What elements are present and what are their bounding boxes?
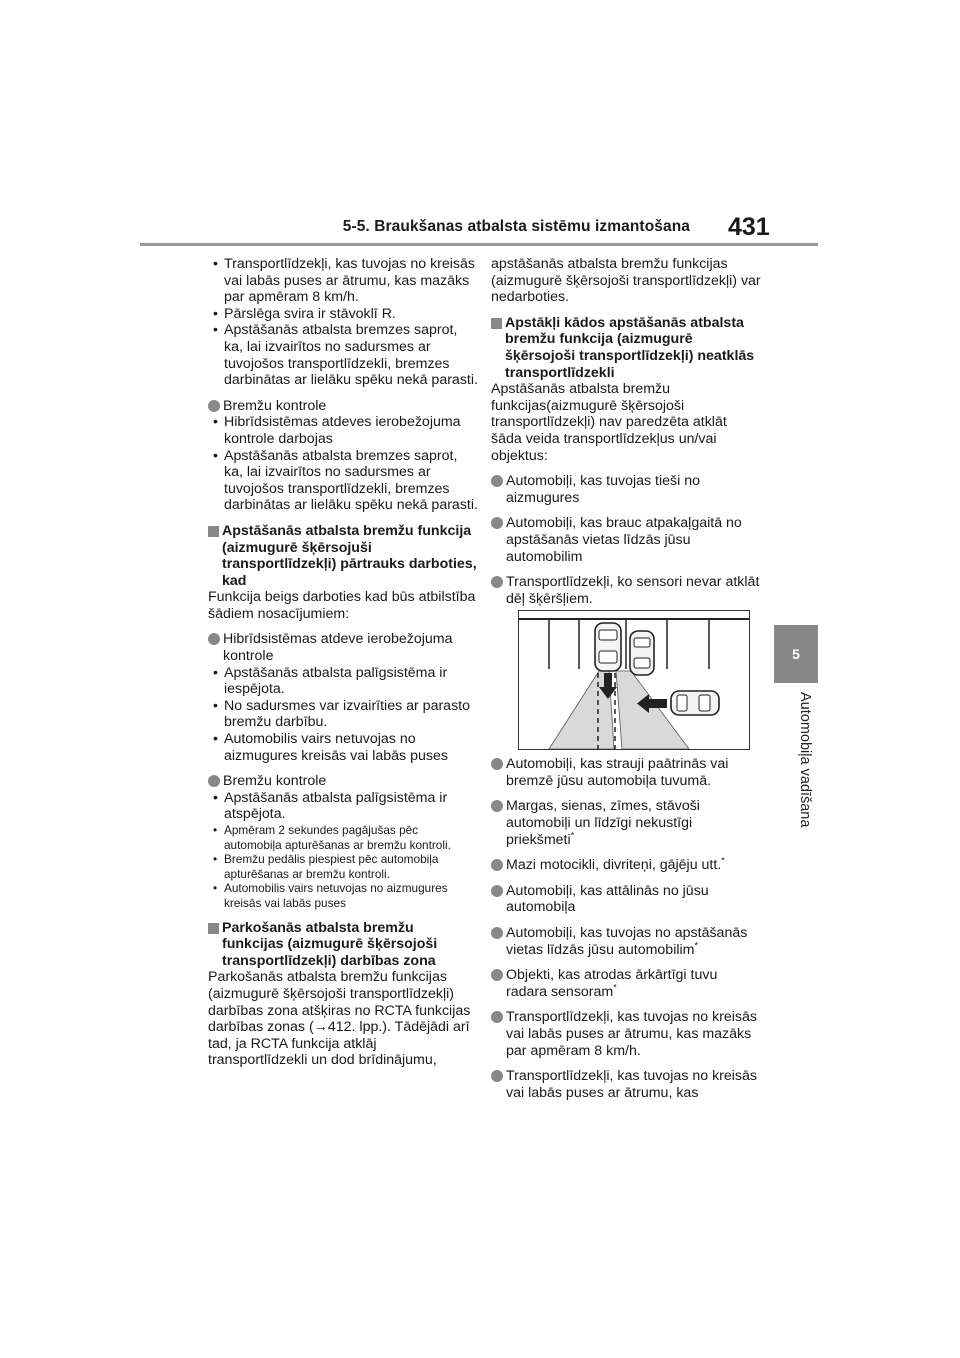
square-marker-icon xyxy=(208,923,219,934)
bullet-item: Objekti, kas atrodas ārkārtīgi tuvu radara sensoram* xyxy=(491,967,761,1000)
bullet-item: Hibrīdsistēmas atdeve ierobežojuma kontrole xyxy=(208,631,478,664)
section-title: 5-5. Braukšanas atbalsta sistēmu izmantošana xyxy=(342,218,690,235)
list-item: • Transportlīdzekļi, kas tuvojas no kreisās vai labās puses ar ātrumu, kas mazāks par apmēram 8 km/h. xyxy=(213,256,476,306)
bullet-item: Margas, sienas, zīmes, stāvoši automobiļi un līdzīgi nekustīgi priekšmeti* xyxy=(491,798,761,848)
header-divider xyxy=(140,243,818,246)
list-item: • Apstāšanās atbalsta palīgsistēma ir iespējota. xyxy=(213,664,448,698)
parking-diagram xyxy=(519,611,749,749)
bullet-dot-icon xyxy=(491,969,503,981)
bullet-item: Bremžu kontrole xyxy=(208,398,478,415)
bullet-dot-icon xyxy=(491,517,503,529)
bullet-dot-icon xyxy=(491,859,503,871)
subsection-heading: Apstāšanās atbalsta bremžu funkcija (aizmugurē šķērsojuši transportlīdzekļi) pārtrauks darboties, kad xyxy=(208,523,478,589)
bullet-item: Automobiļi, kas strauji paātrinās vai bremzē jūsu automobiļa tuvumā. xyxy=(491,756,761,789)
list-item: • Bremžu pedālis piespiest pēc automobiļa apturēšanas ar bremžu kontroli. xyxy=(213,852,439,881)
approaching-car-icon xyxy=(671,691,719,715)
bullet-dot-icon xyxy=(491,885,503,897)
bullet-dot-icon xyxy=(491,1011,503,1023)
list-item: • Apstāšanās atbalsta palīgsistēma ir atspējota. xyxy=(213,789,448,823)
list-item: • Apmēram 2 sekundes pagājušas pēc automobiļa apturēšanas ar bremžu kontroli. xyxy=(213,823,451,852)
page-header xyxy=(0,0,960,250)
own-car-icon xyxy=(595,623,621,671)
bullet-item: Transportlīdzekļi, kas tuvojas no kreisās vai labās puses ar ātrumu, kas mazāks par apmēram 8 km/h. xyxy=(491,1009,761,1059)
parked-car-icon xyxy=(630,631,654,675)
list-item: • Apstāšanās atbalsta bremzes saprot, ka, lai izvairītos no sadursmes ar tuvojošos transportlīdzekli, bremzes darbinātas ar lielāku spēku nekā parasti. xyxy=(213,322,478,389)
paragraph: Parkošanās atbalsta bremžu funkcijas (aizmugurē šķērsojoši transportlīdzekļi) darbības zona atšķiras no RCTA funkcijas darbības zonas (→412. lpp.). Tādējādi arī tad, ja RCTA funkcija atklāj transportlīdzekli un dod brīdinājumu, xyxy=(208,969,471,1069)
bullet-item: Mazi motocikli, divriteņi, gājēju utt.* xyxy=(491,857,761,874)
paragraph: Apstāšanās atbalsta bremžu funkcijas(aizmugurē šķērsojoši transportlīdzekļi) nav paredzēta atklāt šāda veida transportlīdzekļus un/vai objektus: xyxy=(491,381,727,464)
bullet-item: Bremžu kontrole xyxy=(208,773,478,790)
bullet-dot-icon xyxy=(491,475,503,487)
square-marker-icon xyxy=(491,318,502,329)
list-item: • Hibrīdsistēmas atdeves ierobežojuma kontrole darbojas xyxy=(213,414,461,447)
bullet-item: Transportlīdzekļi, kas tuvojas no kreisās vai labās puses ar ātrumu, kas xyxy=(491,1068,761,1101)
bullet-dot-icon xyxy=(491,927,503,939)
parking-illustration xyxy=(518,610,750,750)
bullet-dot-icon xyxy=(491,576,503,588)
bullet-dot-icon xyxy=(491,1070,503,1082)
subsection-heading: Parkošanās atbalsta bremžu funkcijas (aizmugurē šķērsojoši transportlīdzekļi) darbības zona xyxy=(208,920,478,970)
bullet-dot-icon xyxy=(208,400,220,412)
bullet-item: Automobiļi, kas tuvojas no apstāšanās vietas līdzās jūsu automobilim* xyxy=(491,925,761,958)
list-item: • Pārslēga svira ir stāvoklī R. xyxy=(213,305,396,322)
bullet-dot-icon xyxy=(208,775,220,787)
chapter-label: Automobiļa vadīšana xyxy=(797,692,813,828)
list-item: • Apstāšanās atbalsta bremzes saprot, ka, lai izvairītos no sadursmes ar tuvojošos transportlīdzekli, bremzes darbinātas ar lielāku spēku nekā parasti. xyxy=(213,447,478,514)
list-item: • Automobilis vairs netuvojas no aizmugures kreisās vai labās puses xyxy=(213,881,448,910)
paragraph: Funkcija beigs darboties kad būs atbilstība šādiem nosacījumiem: xyxy=(208,589,476,622)
bullet-item: Transportlīdzekļi, ko sensori nevar atklāt dēļ šķēršļiem. xyxy=(491,574,761,607)
bullet-dot-icon xyxy=(491,758,503,770)
right-column xyxy=(491,256,761,1101)
left-column xyxy=(208,256,478,1069)
list-item: • No sadursmes var izvairīties ar parasto bremžu darbību. xyxy=(213,697,471,731)
bullet-item: Automobiļi, kas attālinās no jūsu automobiļa xyxy=(491,883,761,916)
chapter-tab: 5 xyxy=(774,625,818,683)
bullet-dot-icon xyxy=(491,800,503,812)
paragraph: apstāšanās atbalsta bremžu funkcijas (aizmugurē šķērsojoši transportlīdzekļi) var nedarboties. xyxy=(491,256,761,306)
bullet-item: Automobiļi, kas tuvojas tieši no aizmugures xyxy=(491,473,761,506)
subsection-heading: Apstākļi kādos apstāšanās atbalsta bremžu funkcija (aizmugurē šķērsojoši transportlīdzekļi) neatklās transportlīdzekli xyxy=(491,315,761,381)
bullet-item: Automobiļi, kas brauc atpakaļgaitā no apstāšanās vietas līdzās jūsu automobilim xyxy=(491,515,761,565)
list-item: • Automobilis vairs netuvojas no aizmugures kreisās vai labās puses xyxy=(213,731,448,764)
square-marker-icon xyxy=(208,526,219,537)
bullet-dot-icon xyxy=(208,633,220,645)
page-number: 431 xyxy=(728,213,770,241)
